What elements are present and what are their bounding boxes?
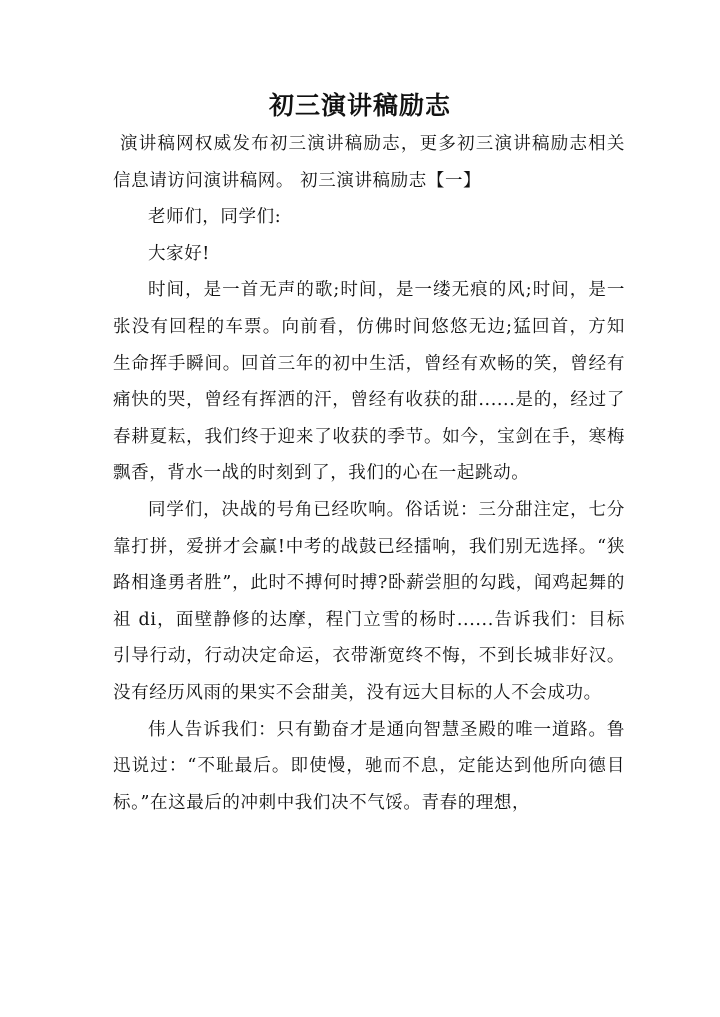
intro-paragraph: 演讲稿网权威发布初三演讲稿励志，更多初三演讲稿励志相关信息请访问演讲稿网。 初三演讲稿励志【一】 [113,134,625,191]
page-title: 初三演讲稿励志 [268,91,451,120]
greeting-paragraph: 大家好! [148,243,210,264]
body-paragraph: 伟人告诉我们：只有勤奋才是通向智慧圣殿的唯一道路。鲁迅说过：“不耻最后。即使慢，驰而不息，定能达到他所向德目标。”在这最后的冲刺中我们决不气馁。青春的理想， [113,719,625,813]
body-paragraph: 同学们，决战的号角已经吹响。俗话说：三分甜注定，七分靠打拼，爱拼才会赢!中考的战鼓已经擂响，我们别无选择。“狭路相逢勇者胜”，此时不搏何时搏?卧薪尝胆的勾践，闻鸡起舞的祖 di，面壁静修的达摩，程门立雪的杨时......告诉我们：目标引导行动，行动决定命运，衣带渐宽终不悔，不到长城非好汉。没有经历风雨的果实不会甜美，没有远大目标的人不会成功。 [113,499,625,703]
body-paragraph: 时间，是一首无声的歌;时间，是一缕无痕的风;时间，是一张没有回程的车票。向前看，仿佛时间悠悠无边;猛回首，方知生命挥手瞬间。回首三年的初中生活，曾经有欢畅的笑，曾经有痛快的哭，曾经有挥洒的汗，曾经有收获的甜......是的，经过了春耕夏耘，我们终于迎来了收获的季节。如今，宝剑在手，寒梅飘香，背水一战的时刻到了，我们的心在一起跳动。 [113,280,625,484]
article-body [113,126,625,821]
salutation-paragraph: 老师们，同学们: [148,207,282,228]
